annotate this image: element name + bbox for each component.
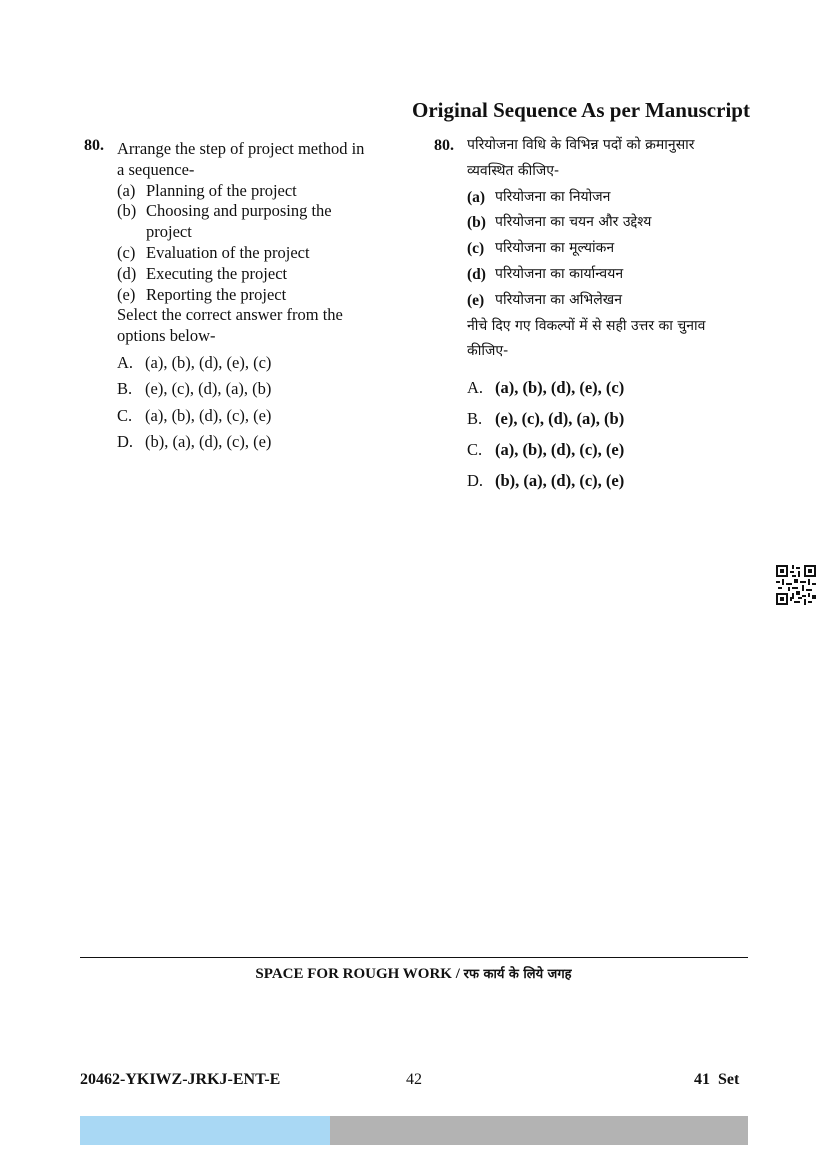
step-item: (a) Planning of the project [117,180,297,200]
step-item: (a) परियोजना का नियोजन [467,188,611,206]
question-stem-en [117,139,402,181]
options-hi [467,372,624,496]
rough-work-divider [80,957,748,958]
paper-code: 20462-YKIWZ-JRKJ-ENT-E [80,1071,281,1088]
stem-line: Arrange the step of project method in [117,139,365,158]
footer-bar-gray [330,1116,748,1145]
step-item: (b) Choosing and purposing the project [117,201,332,242]
page-title: Original Sequence As per Manuscript [412,98,750,122]
option-b[interactable]: B. (e), (c), (d), (a), (b) [117,379,272,399]
set-label: 41 Set [694,1071,740,1088]
qr-code-icon [776,565,816,605]
question-hi [467,133,757,365]
option-a[interactable]: A. (a), (b), (d), (e), (c) [117,353,272,372]
options-en [117,350,271,455]
step-item: (e) परियोजना का अभिलेखन [467,291,622,309]
question-en [117,139,402,347]
step-item: (e) Reporting the project [117,284,287,304]
option-c[interactable]: C. (a), (b), (d), (c), (e) [467,440,625,459]
step-item: (c) Evaluation of the project [117,242,310,262]
instruction-hi: नीचे दिए गए विकल्पों में से सही उत्तर का चुनाव कीजिए- [467,317,706,360]
option-b[interactable]: B. (e), (c), (d), (a), (b) [467,409,625,428]
step-item: (d) Executing the project [117,263,288,283]
step-item: (d) परियोजना का कार्यान्वयन [467,265,624,283]
question-number-hi: 80. [434,137,454,154]
page-number: 42 [406,1071,422,1088]
question-stem-hi: परियोजना विधि के विभिन्न पदों को क्रमानुसार व्यवस्थित कीजिए- [467,137,695,179]
step-item: (b) परियोजना का चयन और उद्देश्य [467,214,652,232]
option-d[interactable]: D. (b), (a), (d), (c), (e) [467,471,625,490]
rough-work-label: SPACE FOR ROUGH WORK / रफ कार्य के लिये जगह [255,966,572,982]
option-c[interactable]: C. (a), (b), (d), (c), (e) [117,405,272,425]
option-a[interactable]: A. (a), (b), (d), (e), (c) [467,378,625,397]
step-item: (c) परियोजना का मूल्यांकन [467,240,615,258]
instruction-en: Select the correct answer from the options below- [117,305,343,346]
footer-bar-blue [80,1116,330,1145]
question-number-en: 80. [84,137,104,154]
option-d[interactable]: D. (b), (a), (d), (c), (e) [117,431,272,451]
stem-line: a sequence- [117,159,195,179]
